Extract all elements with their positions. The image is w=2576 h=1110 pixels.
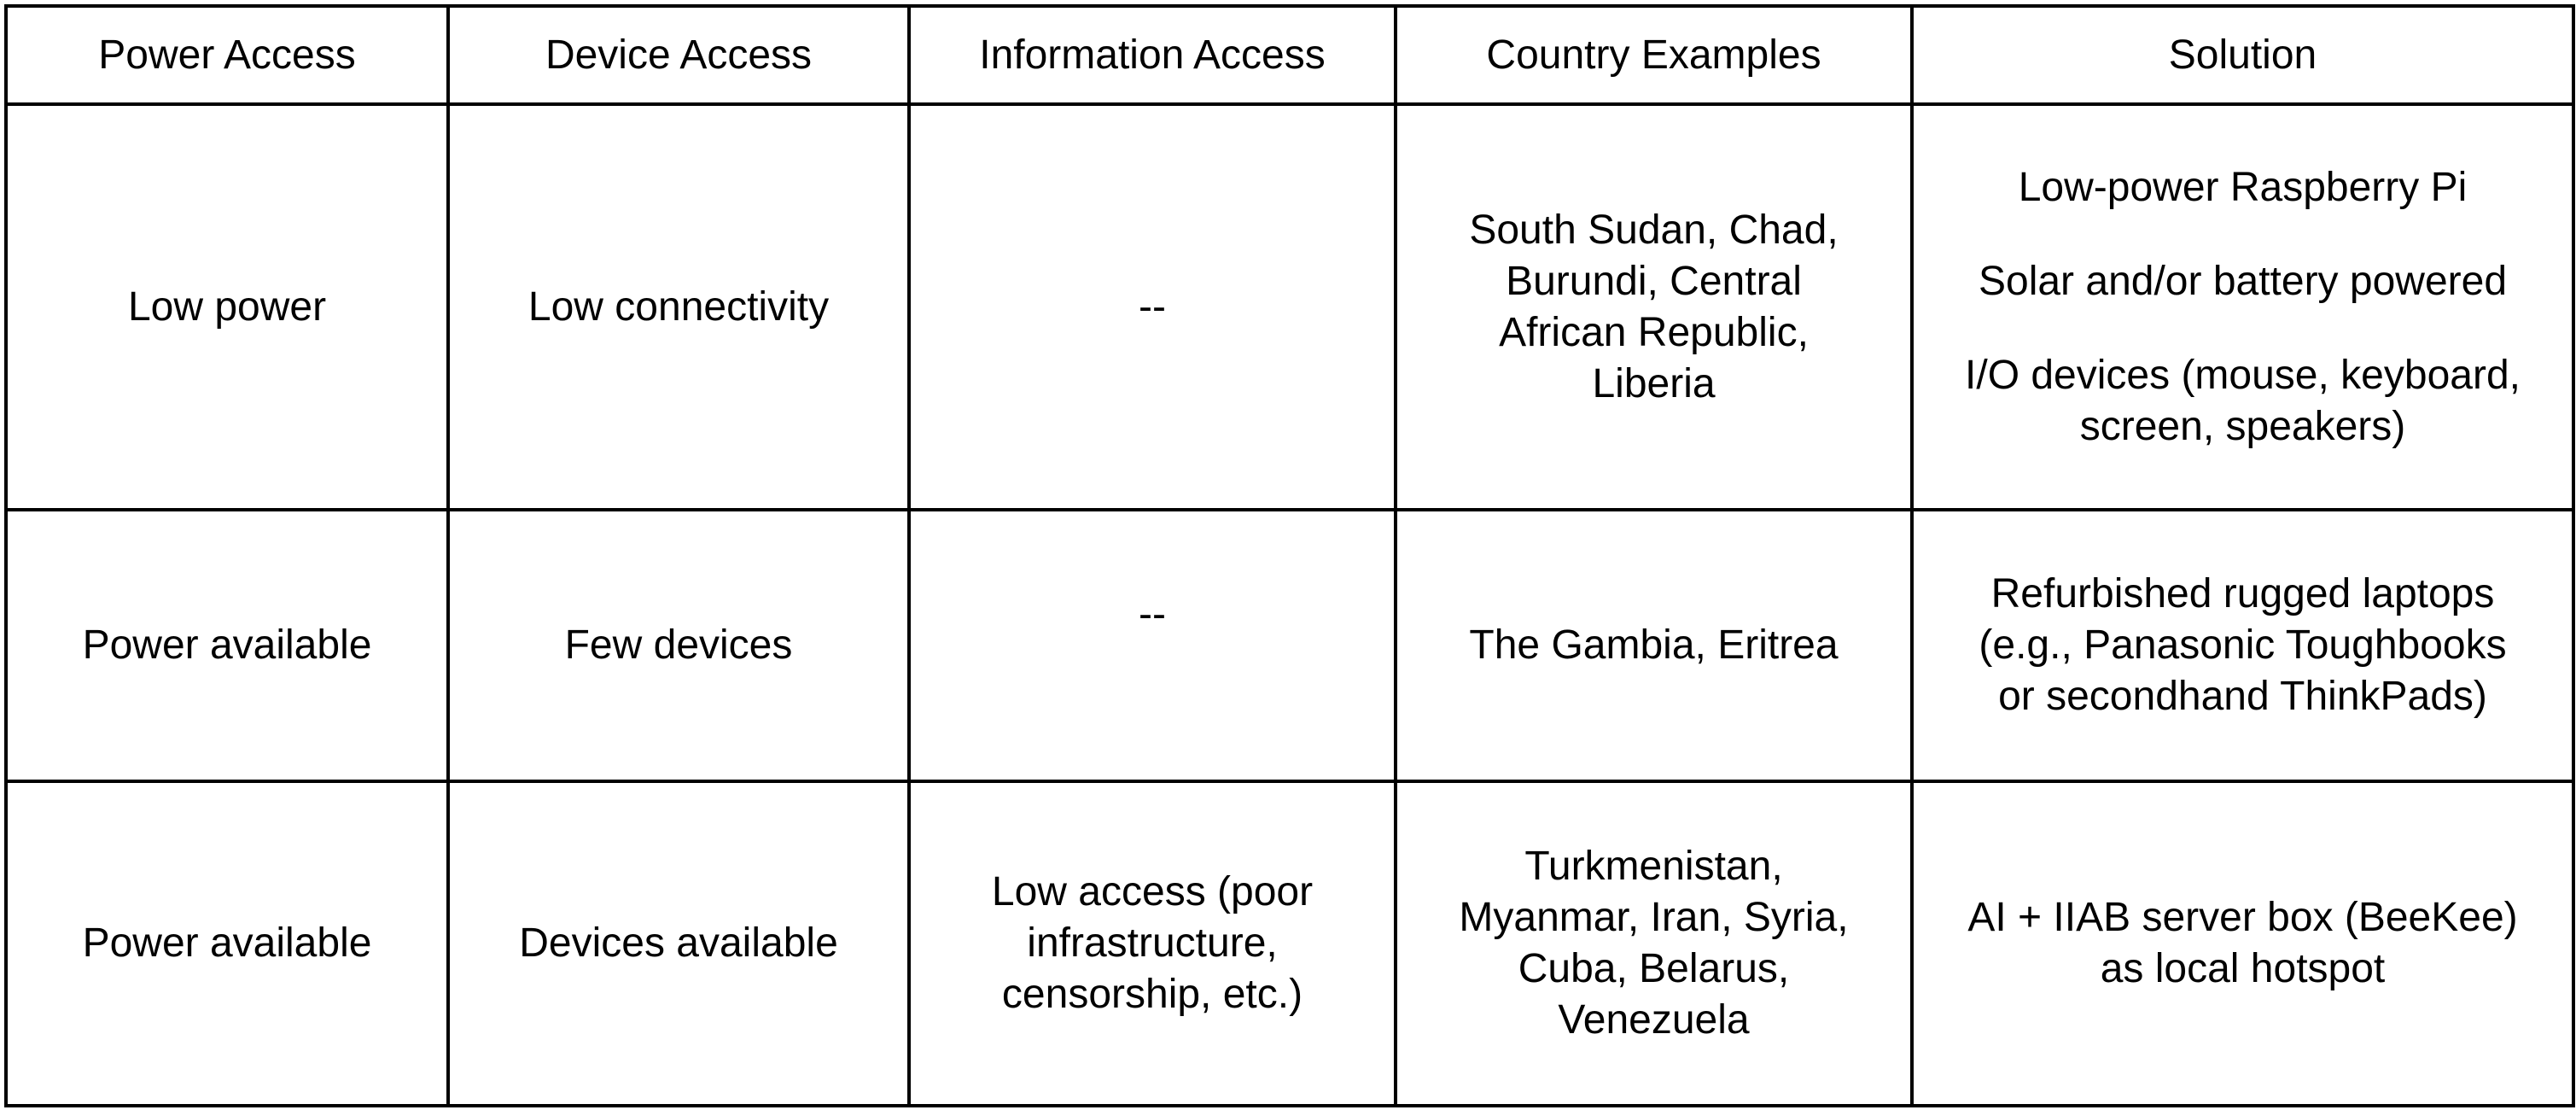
table-row xyxy=(6,781,2573,1106)
cell-power-access xyxy=(6,510,448,781)
cell-device-access xyxy=(448,104,909,510)
solution-line: (e.g., Panasonic Toughbooks xyxy=(1979,622,2507,668)
cell-solution xyxy=(1912,781,2573,1106)
access-solutions-table xyxy=(4,4,2575,1107)
solution-line: Low-power Raspberry Pi xyxy=(2018,164,2468,210)
information-line: infrastructure, xyxy=(1027,920,1278,966)
information-line: censorship, etc.) xyxy=(1001,972,1303,1017)
cell-text: Low power xyxy=(127,283,327,330)
cell-text: Devices available xyxy=(519,920,838,966)
header-power-access: Power Access xyxy=(6,6,448,104)
country-line: Venezuela xyxy=(1558,997,1750,1043)
cell-text: Low connectivity xyxy=(527,283,830,330)
solution-line: or secondhand ThinkPads) xyxy=(1998,674,2487,719)
country-line: Turkmenistan, xyxy=(1524,844,1783,889)
cell-country-examples xyxy=(1396,781,1912,1106)
solution-line: screen, speakers) xyxy=(2079,403,2406,449)
cell-text: Power available xyxy=(82,920,372,966)
cell-text: -- xyxy=(1139,283,1166,330)
country-line: Myanmar, Iran, Syria, xyxy=(1459,895,1849,940)
country-line: Burundi, Central xyxy=(1506,258,1802,304)
cell-power-access xyxy=(6,104,448,510)
header-country-examples: Country Examples xyxy=(1396,6,1912,104)
solution-paragraph xyxy=(1927,162,2558,213)
cell-country-examples xyxy=(1396,104,1912,510)
solution-line: Refurbished rugged laptops xyxy=(1990,571,2495,616)
solution-line: I/O devices (mouse, keyboard, xyxy=(1965,352,2521,398)
solution-line: AI + IIAB server box (BeeKee) xyxy=(1967,895,2518,940)
solution-paragraph xyxy=(1927,350,2558,453)
cell-text: -- xyxy=(1139,592,1166,637)
header-device-access: Device Access xyxy=(448,6,909,104)
table-row xyxy=(6,510,2573,781)
solution-paragraph xyxy=(1927,256,2558,307)
country-line: Liberia xyxy=(1592,360,1716,406)
cell-device-access xyxy=(448,781,909,1106)
cell-device-access xyxy=(448,510,909,781)
country-line: Cuba, Belarus, xyxy=(1518,946,1790,991)
header-solution: Solution xyxy=(1912,6,2573,104)
cell-solution xyxy=(1912,104,2573,510)
cell-text: Few devices xyxy=(564,622,793,668)
country-line: African Republic, xyxy=(1499,309,1809,355)
cell-country-examples xyxy=(1396,510,1912,781)
country-line: South Sudan, Chad, xyxy=(1469,207,1839,253)
cell-information-access xyxy=(909,104,1396,510)
cell-information-access xyxy=(909,510,1396,781)
table-row xyxy=(6,104,2573,510)
cell-text: Power available xyxy=(82,622,372,668)
country-line: The Gambia, Eritrea xyxy=(1469,622,1839,668)
solution-line: Solar and/or battery powered xyxy=(1978,258,2508,304)
table-header-row xyxy=(6,6,2573,104)
header-information-access: Information Access xyxy=(909,6,1396,104)
cell-solution xyxy=(1912,510,2573,781)
information-line: Low access (poor xyxy=(991,869,1314,914)
solution-line: as local hotspot xyxy=(2100,946,2386,991)
cell-information-access xyxy=(909,781,1396,1106)
cell-power-access xyxy=(6,781,448,1106)
